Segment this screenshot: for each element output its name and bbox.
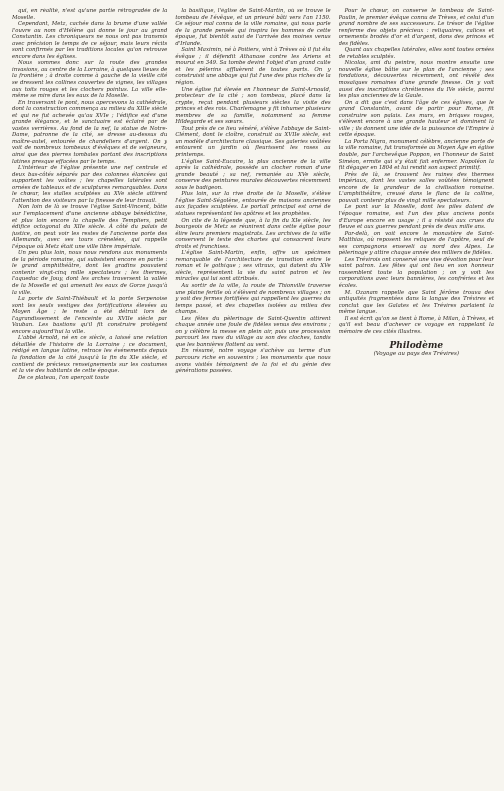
- paragraph: Non loin de là se trouve l'église Saint-Vincent, bâtie sur l'emplacement d'une ancienne abbaye bénédictine, et plus loin encore la chapelle des Templiers, petit édifice octogonal du XIIe siècle. À côté du palais de justice, on peut voir les restes de l'ancienne porte des Allemands, avec ses tours crénelées, qui rappelle l'époque où Metz était une ville libre impériale.: [12, 204, 168, 250]
- paragraph: L'église Saint-Martin, enfin, offre un spécimen remarquable de l'architecture de transition entre le roman et le gothique ; ses vitraux, qui datent du XVe siècle, représentent la vie du saint patron et les miracles qui lui sont attribués.: [175, 250, 331, 283]
- paragraph: Pour le chœur, on conserve le tombeau de Saint-Paulin, le premier évêque connu de Trèves, et celui d'un grand nombre de ses successeurs. Le trésor de l'église renferme des objets précieux : reliquaires, calices et ornements brodés d'or et d'argent, dons des princes et des fidèles.: [338, 8, 494, 47]
- paragraph: L'abbé Arnold, né en ce siècle, a laissé une relation détaillée de l'histoire de la Lorraine ; ce document, rédigé en langue latine, retrace les événements depuis la fondation de la cité jusqu'à la fin du XIe siècle, et contient de précieux renseignements sur les coutumes et la vie des habitants de cette époque.: [12, 335, 168, 375]
- paragraph: Les Trévirois ont conservé une vive dévotion pour leur saint patron. Les fêtes qui ont lieu en son honneur rassemblent toute la population ; on y voit les corporations avec leurs bannières, les confréries et les écoles.: [338, 256, 494, 289]
- paragraph: La Porta Nigra, monument célèbre, ancienne porte de la ville romaine, fut transformée au Moyen Âge en église double, par l'archevêque Poppon, en l'honneur de Saint Siméon, ermite qui s'y était fait enfermer. Napoléon la fit dégager en 1804 et lui rendit son aspect primitif.: [338, 138, 494, 172]
- paragraph: Plus loin, sur la rive droite de la Moselle, s'élève l'église Saint-Ségolène, entourée de maisons anciennes aux façades sculptées. Le portail principal est orné de statues représentant les apôtres et les prophètes.: [175, 191, 331, 217]
- author-signature: Philodème: [389, 341, 444, 352]
- paragraph: la basilique, l'église de Saint-Martin, où se trouve le tombeau de l'évêque, et un prieuré bâti vers l'an 1150. Ce séjour mal connu de la ville romaine, qui nous parle de la grande pensée qui inspira les hommes de cette époque, fut bientôt suivi de l'arrivée des moines venus d'Irlande.: [175, 8, 331, 47]
- paragraph: On a dit que c'est dans l'âge de ces églises, que le grand Constantin, avant de partir pour Rome, fit construire son palais. Les murs, en briques rouges, s'élèvent encore à une grande hauteur et dominent la ville ; ils donnent une idée de la puissance de l'Empire à cette époque.: [338, 99, 494, 139]
- paragraph: Cependant, Metz, cachée dans la brume d'une vallée l'ouvre au nom d'Hélène qui donne le jour au grand Constantin. Les chroniqueurs ne nous ont pas transmis avec précision le temps de ce séjour, mais leurs récits sont confirmés par les traditions locales qu'on retrouve encore dans les églises.: [12, 21, 168, 60]
- column-2: [175, 8, 330, 785]
- paragraph: L'intérieur de l'église présente une nef centrale et deux bas-côtés séparés par des colonnes élancées qui supportent les voûtes ; les chapelles latérales sont ornées de tableaux et de sculptures remarquables. Dans le chœur, les stalles sculptées au XVe siècle attirent l'attention des visiteurs par la finesse de leur travail.: [12, 165, 168, 204]
- paragraph: Nicolas, ami du peintre, nous montre ensuite une nouvelle église bâtie sur le plan de l'ancienne ; ses fondations, découvertes récemment, ont révélé des mosaïques romaines d'une grande finesse. On y voit aussi des inscriptions chrétiennes du IVe siècle, parmi les plus anciennes de la Gaule.: [338, 60, 494, 100]
- paragraph: Au sortir de la ville, la route de Thionville traverse une plaine fertile où s'élèvent de nombreux villages ; on y voit des fermes fortifiées qui rappellent les guerres du temps passé, et des chapelles isolées au milieu des champs.: [175, 282, 331, 316]
- paragraph: M. Ozanam rappelle que Saint Jérôme trouva des antiquités fragmentées dans la langue des Trévires et conclut que les Galates et les Trévires parlaient la même langue.: [338, 289, 494, 316]
- column-1: [12, 8, 167, 785]
- paragraph: qui, en réalité, n'est qu'une partie rétrogradée de la Moselle.: [12, 8, 168, 21]
- paragraph: Quant aux chapelles latérales, elles sont toutes ornées de retables sculptés.: [338, 47, 494, 60]
- paragraph: En résumé, notre voyage s'achève au terme d'un parcours riche en souvenirs ; les monuments que nous avons visités témoignent de la foi et du génie des générations passées.: [175, 348, 331, 375]
- paragraph: Il est écrit qu'on se tient à Rome, à Milan, à Trèves, et qu'il est beau d'achever ce voyage en rappelant la mémoire de ces cités illustres.: [338, 315, 494, 335]
- column-3: [339, 8, 494, 785]
- paragraph: Nous sommes donc sur la route des grandes invasions, au centre de la Lorraine, à quelques lieues de la frontière ; à droite comme à gauche de la vieille cité se dressent les collines couvertes de vignes, les villages aux toits rouges et les clochers pointus. La ville elle-même se mire dans les eaux de la Moselle.: [12, 60, 168, 100]
- paragraph: Près de là, se trouvent les ruines des thermes impériaux, dont les vastes salles voûtées témoignent encore de la grandeur de la civilisation romaine. L'amphithéâtre, creusé dans le flanc de la colline, pouvait contenir plus de vingt mille spectateurs.: [338, 171, 494, 204]
- paragraph: Par-delà, on voit encore le monastère de Saint-Matthias, où reposent les reliques de l'apôtre, seul de ses compagnons enseveli au nord des Alpes. Le pèlerinage y attire chaque année des milliers de fidèles.: [338, 230, 494, 257]
- paragraph: Les fêtes du pèlerinage de Saint-Quentin attirent chaque année une foule de fidèles venus des environs ; on y célèbre la messe en plein air, puis une procession parcourt les rues du village au son des cloches, tandis que les bannières flottent au vent.: [175, 315, 331, 348]
- signature-note: (Voyage au pays des Trévires): [373, 351, 460, 358]
- paragraph: La porte de Saint-Thiébault et la porte Serpenoise sont les seuls vestiges des fortifications élevées au Moyen Âge ; le reste a été détruit lors de l'agrandissement de l'enceinte au XVIIe siècle par Vauban. Les bastions qu'il fit construire protègent encore aujourd'hui la ville.: [12, 296, 168, 335]
- paragraph: L'église Saint-Eucaire, la plus ancienne de la ville après la cathédrale, possède un clocher roman d'une grande beauté ; sa nef, remaniée au XVe siècle, conserve des peintures murales découvertes récemment sous le badigeon.: [175, 158, 331, 191]
- paragraph: De ce plateau, l'on aperçoit toute: [18, 374, 110, 381]
- paragraph: On cite de la légende que, à la fin du XIe siècle, les bourgeois de Metz se réunirent dans cette église pour élire leurs premiers magistrats. Les archives de la ville conservent le texte des chartes qui consacrent leurs droits et franchises.: [175, 217, 331, 250]
- paragraph: Le pont sur la Moselle, dont les piles datent de l'époque romaine, est l'un des plus anciens ponts d'Europe encore en usage ; il a résisté aux crues du fleuve et aux guerres pendant près de deux mille ans.: [338, 204, 494, 231]
- paragraph: Tout près de ce lieu vénéré, s'élève l'abbaye de Saint-Clément, dont le cloître, construit au XVIIe siècle, est un modèle d'architecture classique. Ses galeries voûtées entourent un jardin où fleurissent les roses au printemps.: [175, 125, 331, 159]
- text-columns: [12, 8, 494, 785]
- paragraph: Une église fut élevée en l'honneur de Saint-Arnould, protecteur de la cité ; son tombeau, placé dans la crypte, reçut pendant plusieurs siècles la visite des princes et des rois. Charlemagne y fit inhumer plusieurs membres de sa famille, notamment sa femme Hildegarde et ses sœurs.: [175, 86, 331, 126]
- paragraph: En traversant le pont, nous apercevons la cathédrale, dont la construction commença au milieu du XIIIe siècle et qui ne fut achevée qu'au XVIe ; l'édifice est d'une grande élégance, et le sanctuaire est éclairé par de vastes verrières. Au fond de la nef, la statue de Notre-Dame, patronne de la cité, se dresse au-dessus du maître-autel, entourée de chandeliers d'argent. On y voit de nombreux tombeaux d'évêques et de seigneurs, ainsi que des pierres tombales portant des inscriptions latines presque effacées par le temps.: [12, 99, 168, 165]
- paragraph: Un peu plus loin, nous nous rendons aux monuments de la période romaine, qui subsistent encore en partie : le grand amphithéâtre, dont les gradins pouvaient contenir vingt-cinq mille spectateurs ; les thermes, l'aqueduc de Jouy, dont les arches traversent la vallée de la Moselle et qui amenait les eaux de Gorze jusqu'à la ville.: [12, 250, 168, 296]
- paragraph: Saint Maximin, né à Poitiers, vint à Trèves où il fut élu évêque ; il défendit Athanase contre les Ariens et mourut en 349. Sa tombe devint l'objet d'un grand culte et les pèlerins affluèrent de toutes parts. On y construisit une abbaye qui fut l'une des plus riches de la région.: [175, 47, 331, 87]
